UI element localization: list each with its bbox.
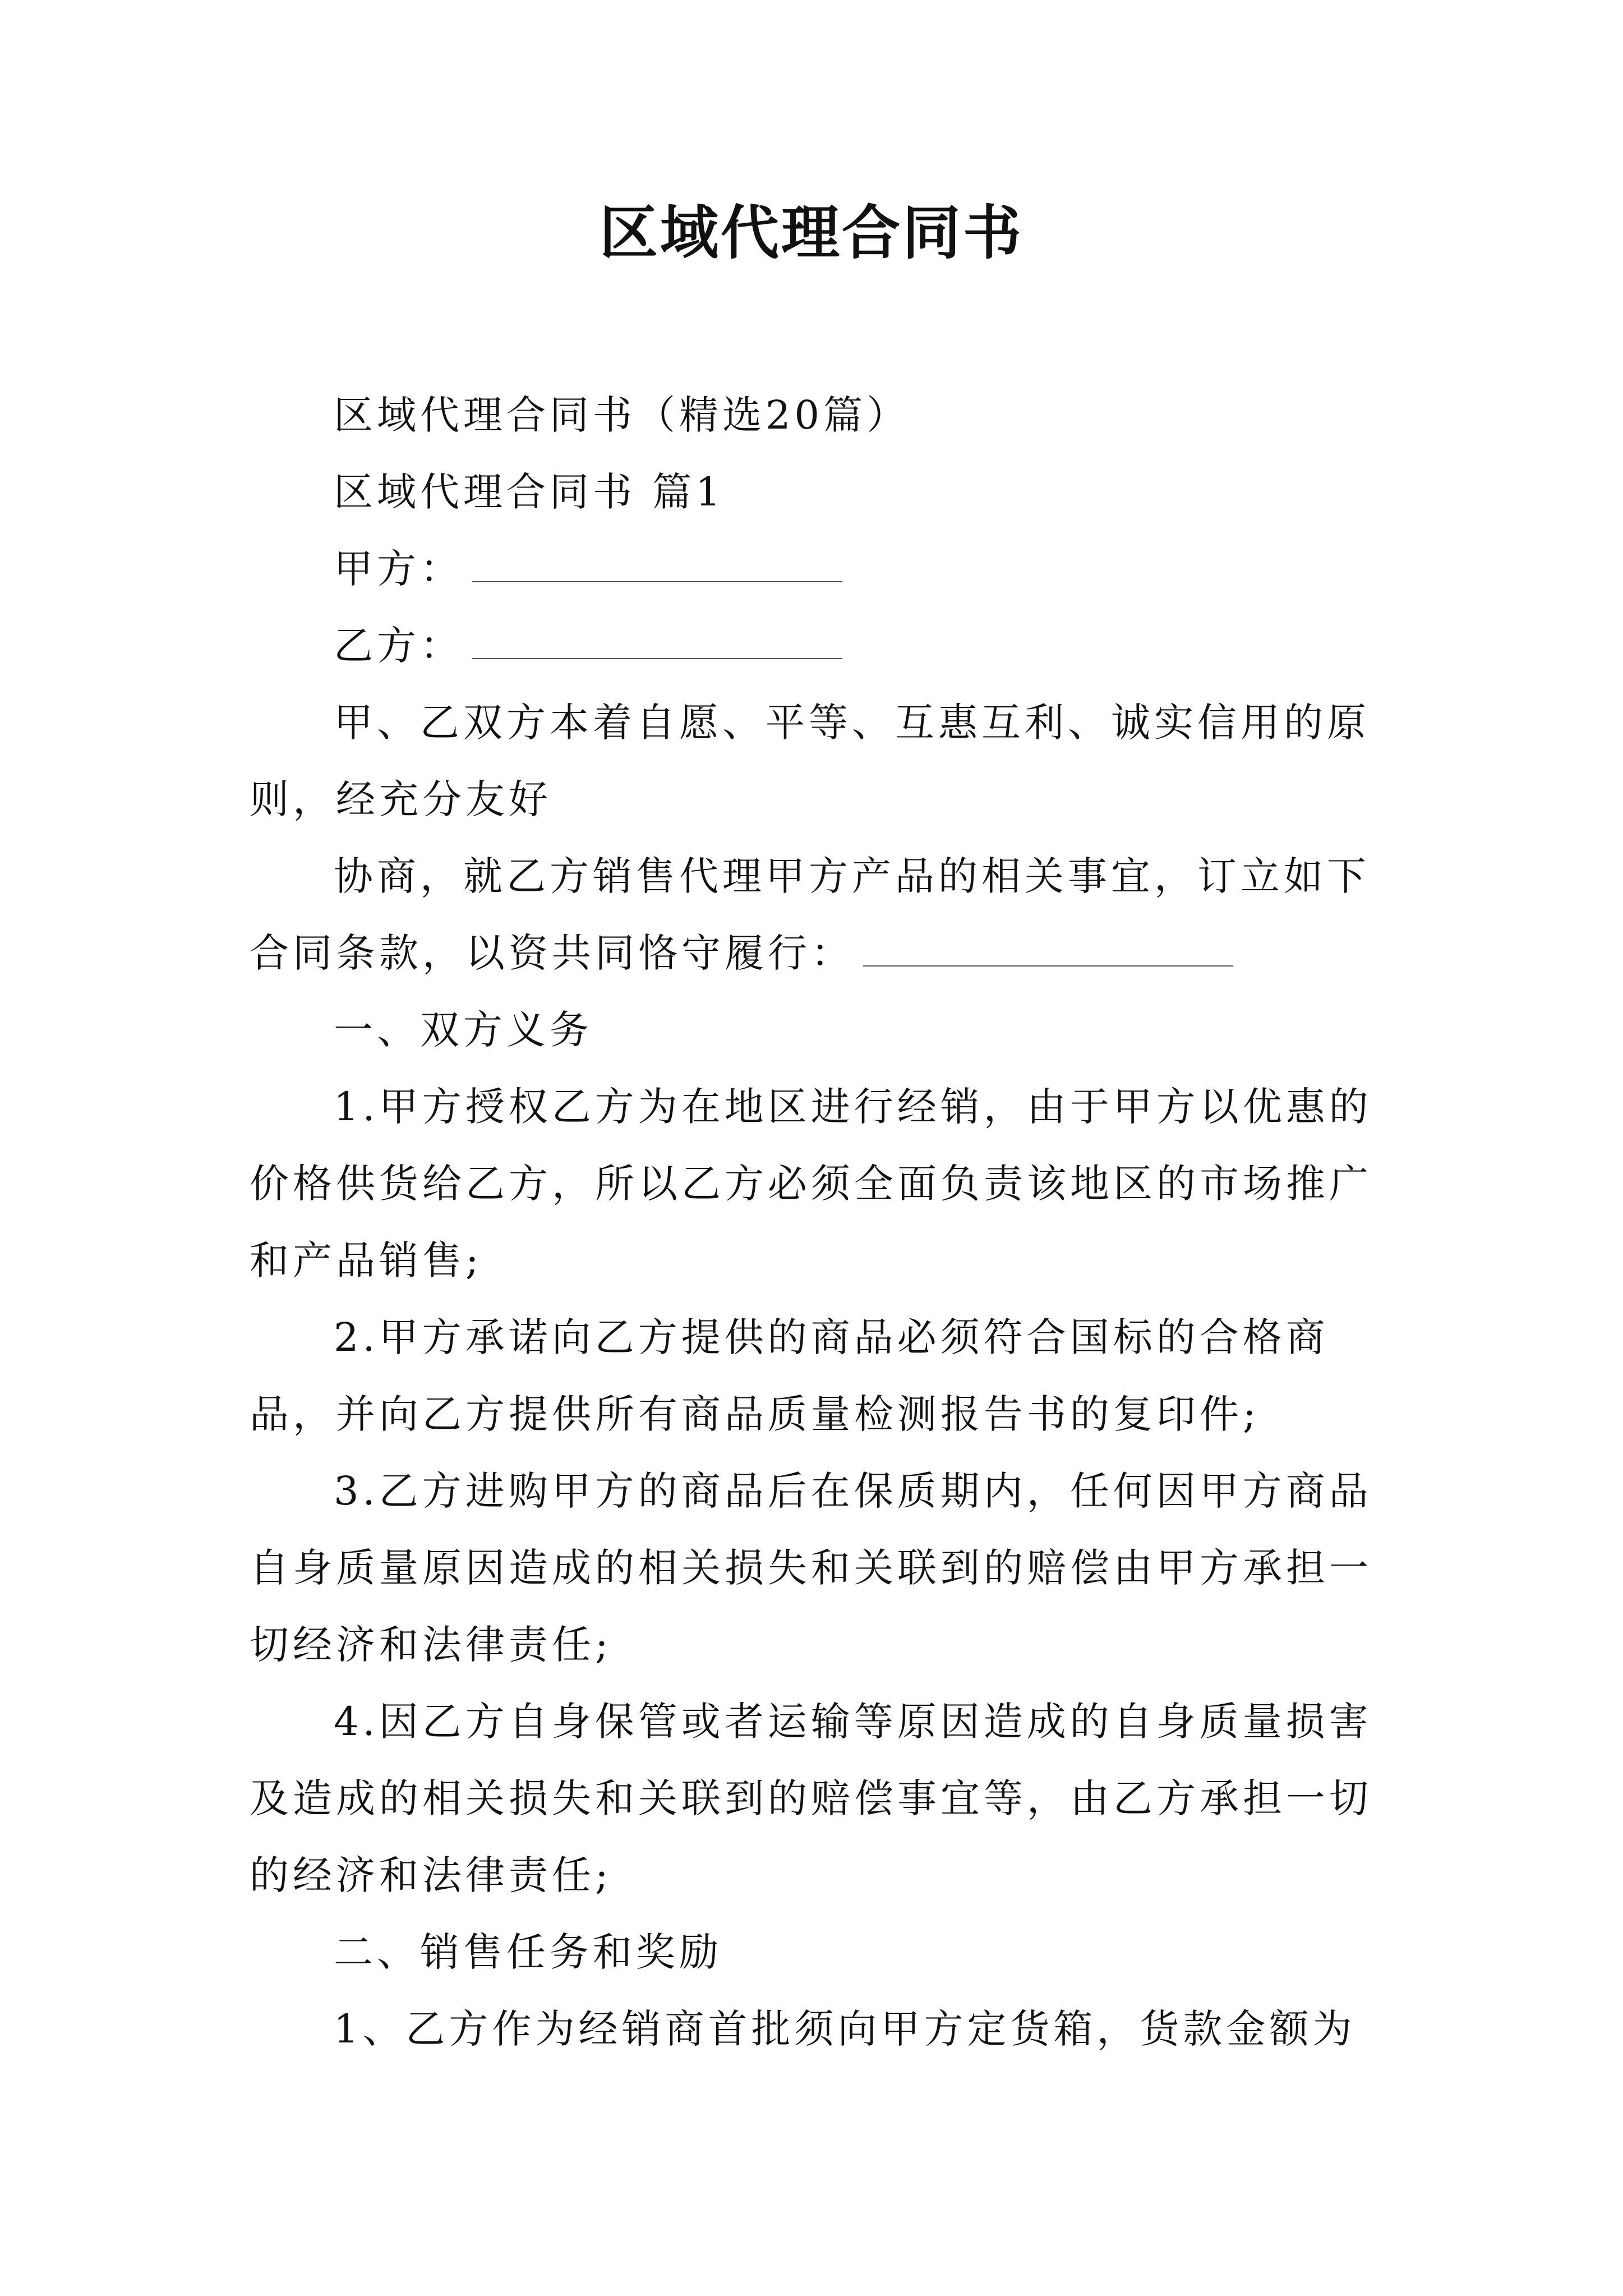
heading-sales-tasks: 二、销售任务和奖励 bbox=[334, 1929, 722, 1975]
clause-1-3: 3.乙方进购甲方的商品后在保质期内，任何因甲方商品自身质量原因造成的相关损失和关联到的赔偿由甲方承担一切经济和法律责任; bbox=[250, 1468, 1372, 1668]
heading-obligations: 一、双方义务 bbox=[334, 1007, 593, 1053]
document-body bbox=[250, 377, 1391, 2068]
section-heading: 区域代理合同书 篇1 bbox=[334, 469, 725, 515]
clause-2-1: 1、乙方作为经销商首批须向甲方定货箱，货款金额为 bbox=[334, 2006, 1356, 2052]
intro-paragraph-2-text: 协商，就乙方销售代理甲方产品的相关事宜，订立如下合同条款，以资共同恪守履行： bbox=[250, 853, 1370, 976]
party-a-blank bbox=[472, 542, 842, 582]
document-title: 区域代理合同书 bbox=[599, 198, 1023, 267]
party-b-blank bbox=[472, 619, 842, 659]
clause-1-1: 1.甲方授权乙方为在地区进行经销，由于甲方以优惠的价格供货给乙方，所以乙方必须全面负责该地区的市场推广和产品销售; bbox=[250, 1084, 1372, 1283]
intro-blank bbox=[863, 926, 1233, 967]
clause-1-4: 4.因乙方自身保管或者运输等原因造成的自身质量损害及造成的相关损失和关联到的赔偿事宜等，由乙方承担一切的经济和法律责任; bbox=[250, 1699, 1372, 1898]
clause-1-2: 2.甲方承诺向乙方提供的商品必须符合国标的合格商品，并向乙方提供所有商品质量检测报告书的复印件; bbox=[250, 1314, 1329, 1437]
subtitle: 区域代理合同书（精选20篇） bbox=[334, 392, 910, 438]
intro-paragraph-2 bbox=[250, 838, 1391, 992]
party-a-line bbox=[250, 531, 1391, 608]
party-b-line bbox=[250, 608, 1391, 684]
party-b-label: 乙方： bbox=[334, 623, 463, 669]
party-a-label: 甲方： bbox=[334, 546, 463, 592]
intro-paragraph-1: 甲、乙双方本着自愿、平等、互惠互利、诚实信用的原则，经充分友好 bbox=[250, 700, 1370, 822]
